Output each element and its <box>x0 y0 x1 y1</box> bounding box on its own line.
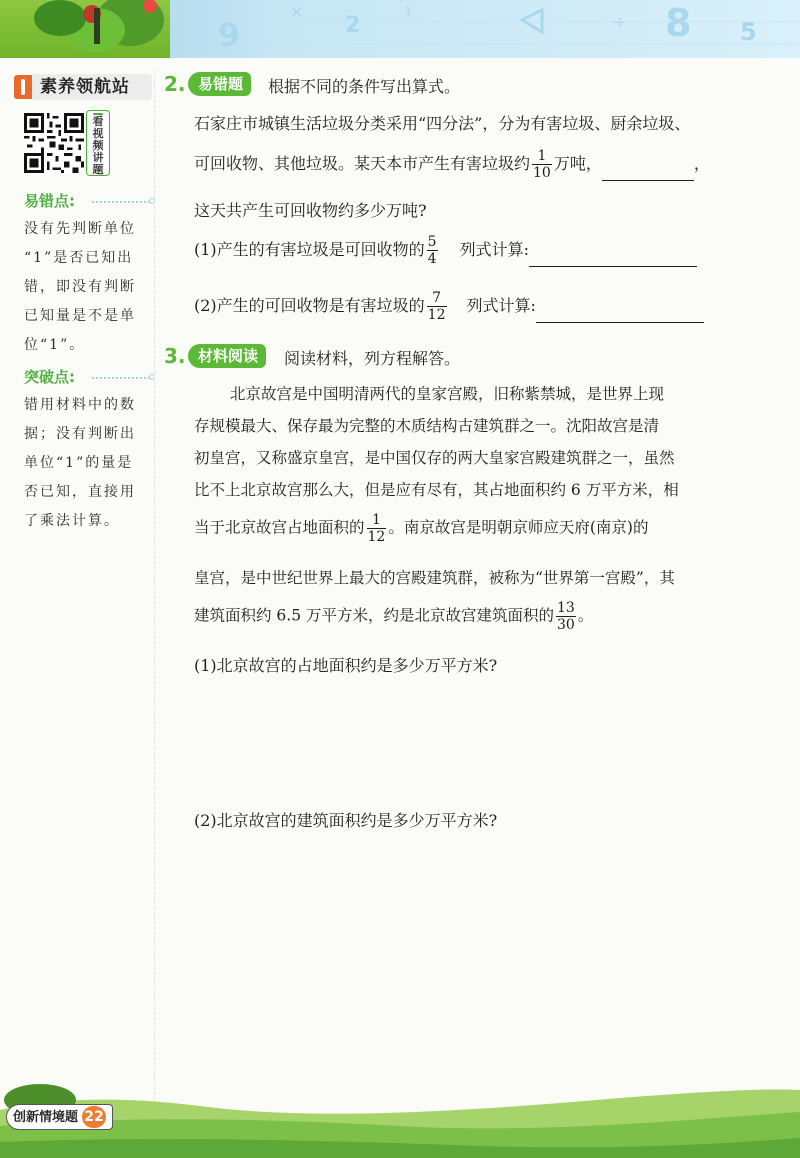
fraction-numerator: 5 <box>427 234 437 250</box>
answer-area[interactable] <box>194 680 774 800</box>
error-point-line: 没有先判断单位 <box>24 221 136 237</box>
fraction <box>532 148 552 181</box>
question-2-number: 2. <box>164 72 186 96</box>
question-3-number: 3. <box>164 344 186 368</box>
material-text: 。 <box>577 606 594 625</box>
question-2-paragraph-line: 这天共产生可回收物约多少万吨? <box>194 201 427 220</box>
fraction <box>556 600 576 633</box>
svg-text:9: 9 <box>218 16 241 54</box>
question-3-sub2: (2)北京故宫的建筑面积约是多少万平方米? <box>194 811 498 830</box>
svg-text:5: 5 <box>740 18 757 46</box>
question-2-paragraph-line <box>194 148 710 181</box>
svg-text:2: 2 <box>345 13 361 38</box>
fraction-numerator: 1 <box>537 148 547 164</box>
question-2-sub2-text: (2)产生的可回收物是有害垃圾的 <box>194 296 425 315</box>
material-paragraph-line: 皇宫，是中世纪世界上最大的宫殿建筑群，被称为“世界第一宫殿”，其 <box>194 569 675 587</box>
header-banner <box>0 0 800 58</box>
material-text: 。南京故宫是明朝京师应天府(南京)的 <box>388 518 649 537</box>
material-paragraph-line: 存规模最大、保存最为完整的木质结构古建筑群之一。沈阳故宫是清 <box>194 417 660 435</box>
fraction <box>427 290 447 323</box>
qr-video-label[interactable] <box>86 110 110 176</box>
sidebar-divider <box>154 70 155 1100</box>
question-3-instruction: 阅读材料，列方程解答。 <box>284 349 461 368</box>
fraction-denominator: 30 <box>557 617 575 633</box>
qr-label-char: 讲 <box>92 151 104 164</box>
fraction-numerator: 7 <box>432 290 442 306</box>
divider-dots <box>92 377 150 379</box>
sidebar-title <box>14 74 152 100</box>
material-text: 当于北京故宫占地面积的 <box>194 518 365 537</box>
page-number: 22 <box>82 1106 106 1128</box>
sidebar-title-text: 素养领航站 <box>32 74 152 100</box>
break-point-text <box>24 391 152 536</box>
footer-label-text: 创新情境题 <box>13 1109 79 1125</box>
material-paragraph-line: 初皇宫，又称盛京皇宫，是中国仅存的两大皇家宫殿建筑群之一，虽然 <box>194 449 675 467</box>
svg-text:8: 8 <box>665 1 692 45</box>
break-point-line: 据；没有判断出 <box>24 426 136 442</box>
qr-label-char: 频 <box>92 139 104 152</box>
question-2-text: ， <box>693 154 710 173</box>
question-2-paragraph-line: 石家庄市城镇生活垃圾分类采用“四分法”，分为有害垃圾、厨余垃圾、 <box>194 114 691 133</box>
qr-label-char: 题 <box>92 163 104 176</box>
break-point-line: 错用材料中的数 <box>24 397 136 413</box>
divider-dots <box>92 201 150 203</box>
material-paragraph-line: 北京故宫是中国明清两代的皇家宫殿，旧称紫禁城，是世界上现 <box>230 385 665 403</box>
banner-illustration <box>0 0 800 58</box>
fraction-numerator: 13 <box>557 600 575 616</box>
fraction-denominator: 12 <box>427 307 446 323</box>
material-paragraph-line <box>194 512 648 545</box>
question-2-text: 可回收物、其他垃圾。某天本市产生有害垃圾约 <box>194 154 531 173</box>
qr-code-icon[interactable] <box>24 112 84 174</box>
break-point-line: 否已知，直接用 <box>24 484 136 500</box>
fraction-numerator: 1 <box>371 512 381 528</box>
material-text: 建筑面积约 6.5 万平方米，约是北京故宫建筑面积的 <box>194 606 555 625</box>
error-point-line: 已知量是不是单 <box>24 308 136 324</box>
video-play-icon <box>93 113 103 115</box>
answer-area[interactable] <box>194 836 774 1036</box>
footer-grass-decoration <box>0 1060 800 1158</box>
question-2-text: 万吨， <box>553 154 602 173</box>
error-point-line: 位“1”。 <box>24 337 86 353</box>
question-3-sub1: (1)北京故宫的占地面积约是多少万平方米? <box>194 656 498 675</box>
fraction-denominator: 4 <box>427 251 437 267</box>
question-2-sub1 <box>194 234 697 267</box>
material-paragraph-line: 比不上北京故宫那么大，但是应有尽有，其占地面积约 6 万平方米，相 <box>194 481 679 499</box>
break-point-line: 单位“1”的量是 <box>24 455 134 471</box>
fraction-denominator: 10 <box>533 165 551 181</box>
answer-blank[interactable] <box>536 305 704 323</box>
answer-blank[interactable] <box>529 249 697 267</box>
question-2-sub2 <box>194 290 704 323</box>
question-2-sub1-label: 列式计算: <box>459 240 529 259</box>
question-2-sub2-label: 列式计算: <box>466 296 536 315</box>
question-2-sub1-text: (1)产生的有害垃圾是可回收物的 <box>194 240 425 259</box>
fraction-denominator: 12 <box>367 529 386 545</box>
error-point-line: 错，即没有判断 <box>24 279 136 295</box>
question-2-instruction: 根据不同的条件写出算式。 <box>268 77 461 96</box>
fraction <box>367 512 387 545</box>
qr-label-char: 看 <box>92 115 104 128</box>
break-point-heading: 突破点: <box>24 368 75 386</box>
answer-blank[interactable] <box>602 163 694 181</box>
svg-text:÷: ÷ <box>612 12 628 33</box>
material-paragraph-line <box>194 600 593 633</box>
error-point-heading: 易错点: <box>24 192 75 210</box>
question-2-tag: 易错题 <box>188 72 251 96</box>
svg-text:⌇: ⌇ <box>405 4 412 20</box>
question-3-tag: 材料阅读 <box>188 344 266 368</box>
svg-text:✕: ✕ <box>290 3 304 22</box>
footer-section-label <box>6 1104 113 1130</box>
fraction <box>427 234 438 267</box>
break-point-line: 了乘法计算。 <box>24 513 120 529</box>
qr-label-char: 视 <box>92 127 104 140</box>
sidebar-title-marker <box>14 75 32 99</box>
error-point-line: “1”是否已知出 <box>24 250 134 266</box>
error-point-text <box>24 215 152 360</box>
